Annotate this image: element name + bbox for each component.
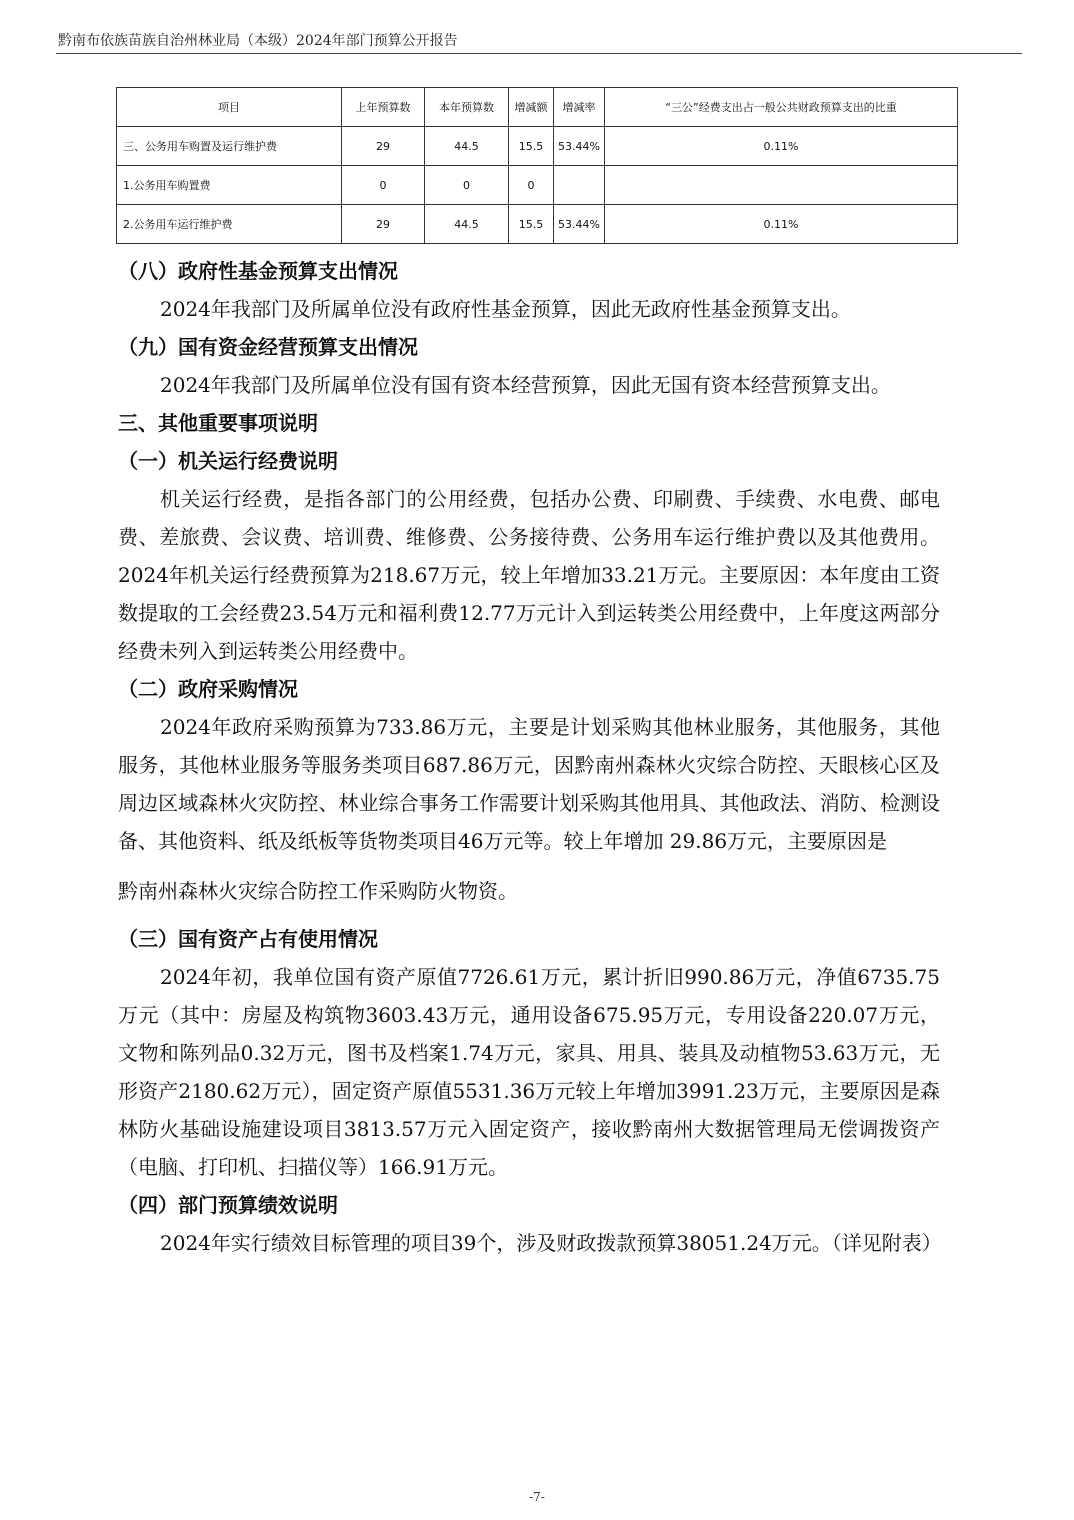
table-cell: 0 [342,166,425,205]
table-row [117,166,958,205]
table-cell: 15.5 [509,127,554,166]
column-header: 上年预算数 [342,88,425,127]
paragraph: 2024年初，我单位国有资产原值7726.61万元，累计折旧990.86万元，净值6735.75万元（其中：房屋及构筑物3603.43万元，通用设备675.95万元，专用设备220.07万元，文物和陈列品0.32万元，图书及档案1.74万元，家具、用具、装具及动植物53.63万元，无形资产2180.62万元），固定资产原值5531.36万元较上年增加3991.23万元，主要原因是森林防火基础设施建设项目3813.57万元入固定资产，接收黔南州大数据管理局无偿调拨资产（电脑、打印机、扫描仪等）166.91万元。 [118,965,940,1179]
column-header: 本年预算数 [425,88,509,127]
section-heading: （八）政府性基金预算支出情况 [118,259,398,283]
header-divider [56,53,1022,54]
paragraph: 机关运行经费，是指各部门的公用经费，包括办公费、印刷费、手续费、水电费、邮电费、差旅费、会议费、培训费、维修费、公务接待费、公务用车运行维护费以及其他费用。2024年机关运行经费预算为218.67万元，较上年增加33.21万元。主要原因：本年度由工资数提取的工会经费23.54万元和福利费12.77万元计入到运转类公用经费中，上年度这两部分经费未列入到运转类公用经费中。 [118,487,940,663]
table-row [117,127,958,166]
column-header: 增减率 [554,88,605,127]
table-cell [554,166,605,205]
paragraph: 2024年我部门及所属单位没有国有资本经营预算，因此无国有资本经营预算支出。 [160,373,891,397]
table-row [117,205,958,244]
section-heading: （四）部门预算绩效说明 [118,1193,338,1217]
table-cell: 53.44% [554,205,605,244]
document-header: 黔南布依族苗族自治州林业局（本级）2024年部门预算公开报告 [58,33,458,49]
page-number: -7- [529,1490,545,1504]
table-cell: 44.5 [425,205,509,244]
paragraph: 2024年实行绩效目标管理的项目39个，涉及财政拨款预算38051.24万元。（详见附表） [160,1231,942,1255]
paragraph: 2024年政府采购预算为733.86万元，主要是计划采购其他林业服务，其他服务，其他服务，其他林业服务等服务类项目687.86万元，因黔南州森林火灾综合防控、天眼核心区及周边区域森林火灾防控、林业综合事务工作需要计划采购其他用具、其他政法、消防、检测设备、其他资料、纸及纸板等货物类项目46万元等。较上年增加 29.86万元，主要原因是 [118,715,940,853]
section-heading: （二）政府采购情况 [118,677,298,701]
table-cell: 2.公务用车运行维护费 [117,205,342,244]
table-cell: 0.11% [605,127,958,166]
vehicle-expense-table [116,87,958,244]
table-cell: 三、公务用车购置及运行维护费 [117,127,342,166]
table-cell [605,166,958,205]
column-header: 增减额 [509,88,554,127]
table-cell: 15.5 [509,205,554,244]
table-cell: 0 [509,166,554,205]
table-header-row [117,88,958,127]
paragraph: 2024年我部门及所属单位没有政府性基金预算，因此无政府性基金预算支出。 [160,297,851,321]
table-cell: 44.5 [425,127,509,166]
section-heading: （三）国有资产占有使用情况 [118,927,378,951]
column-header: “三公”经费支出占一般公共财政预算支出的比重 [605,88,958,127]
table-cell: 29 [342,205,425,244]
table-cell: 29 [342,127,425,166]
table-cell: 53.44% [554,127,605,166]
section-heading: （九）国有资金经营预算支出情况 [118,335,418,359]
part-heading: 三、其他重要事项说明 [118,411,318,435]
table-cell: 1.公务用车购置费 [117,166,342,205]
table-cell: 0 [425,166,509,205]
table-cell: 0.11% [605,205,958,244]
paragraph: 黔南州森林火灾综合防控工作采购防火物资。 [118,879,518,903]
document-body [118,252,940,1262]
column-header: 项目 [117,88,342,127]
section-heading: （一）机关运行经费说明 [118,449,338,473]
